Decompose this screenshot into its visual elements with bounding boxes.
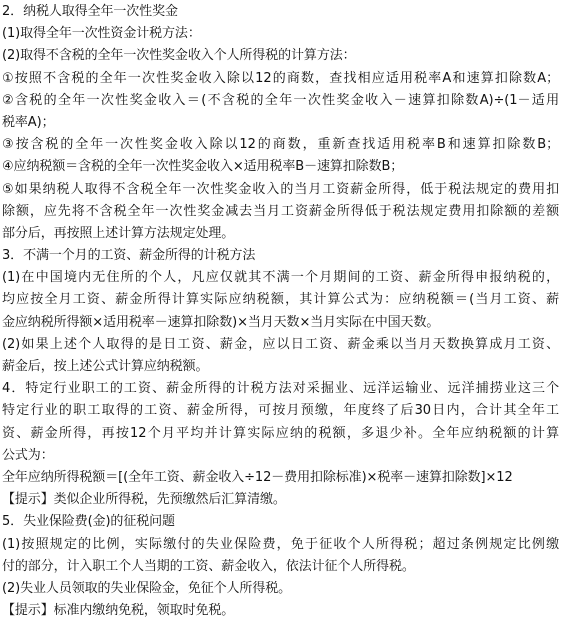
text-line: (2)如果上述个人取得的是日工资、薪金，应以日工资、薪金乘以当月天数换算成月工资、 bbox=[2, 336, 559, 352]
text-line: 薪金后，按上述公式计算应纳税额。 bbox=[2, 359, 209, 374]
text-line: (1)在中国境内无住所的个人，凡应仅就其不满一个月期间的工资、薪金所得申报纳税的， bbox=[2, 270, 559, 286]
section-2-heading: 2．纳税人取得全年一次性奖金 bbox=[2, 4, 178, 19]
text-line: (1)取得全年一次性资金计税方法： bbox=[2, 26, 201, 42]
text-line: ②含税的全年一次性奖金收入＝(不含税的全年一次性奖金收入－速算扣除数A)÷(1－适用 bbox=[2, 92, 559, 108]
text-line: ③按含税的全年一次性奖金收入除以12的商数，重新查找适用税率B和速算扣除数B； bbox=[2, 137, 559, 153]
text-line: 特定行业的职工取得的工资、薪金所得，可按月预缴，年度终了后30日内，合计其全年工 bbox=[2, 403, 559, 419]
tip-line: 【提示】类似企业所得税，先预缴然后汇算清缴。 bbox=[2, 492, 286, 508]
tip-line: 【提示】标准内缴纳免税，领取时免税。 bbox=[2, 603, 235, 619]
text-line: ⑤如果纳税人取得不含税全年一次性奖金收入的当月工资薪金所得，低于税法规定的费用扣 bbox=[2, 181, 559, 197]
text-line: ①按照不含税的全年一次性奖金收入除以12的商数，查找相应适用税率A和速算扣除数A； bbox=[2, 70, 559, 86]
text-line: 除额，应先将不含税全年一次性奖金减去当月工资薪金所得低于税法规定费用扣除额的差额 bbox=[2, 203, 559, 219]
text-line: (1)按照规定的比例，实际缴付的失业保险费，免于征收个人所得税；超过条例规定比例缴 bbox=[2, 536, 559, 552]
section-5-heading: 5．失业保险费(金)的征税问题 bbox=[2, 514, 175, 530]
text-line: 部分后，再按照上述计算方法规定处理。 bbox=[2, 225, 235, 241]
text-line: 付的部分，计入职工个人当期的工资、薪金收入，依法计征个人所得税。 bbox=[2, 558, 415, 574]
text-line: (2)失业人员领取的失业保险金，免征个人所得税。 bbox=[2, 580, 292, 596]
section-4-heading: 4．特定行业职工的工资、薪金所得的计税方法对采掘业、远洋运输业、远洋捕捞业这三个 bbox=[2, 381, 559, 397]
section-3-heading: 3．不满一个月的工资、薪金所得的计税方法 bbox=[2, 248, 256, 264]
formula-line: 全年应纳所得税额＝[(全年工资、薪金收入÷12－费用扣除标准)×税率－速算扣除数]×12 bbox=[2, 469, 513, 485]
text-line: 公式为： bbox=[2, 447, 54, 463]
text-line: 资、薪金所得，再按12个月平均并计算实际应纳的税额，多退少补。全年应纳税额的计算 bbox=[2, 425, 559, 441]
text-line: ④应纳税额＝含税的全年一次性奖金收入×适用税率B－速算扣除数B； bbox=[2, 159, 404, 175]
text-line: 税率A)； bbox=[2, 114, 55, 130]
text-line: 均应按全月工资、薪金所得计算实际应纳税额，其计算公式为：应纳税额＝(当月工资、薪 bbox=[2, 292, 559, 308]
text-line: 金应纳税所得额×适用税率－速算扣除数)×当月天数×当月实际在中国天数。 bbox=[2, 314, 440, 330]
text-line: (2)取得不含税的全年一次性奖金收入个人所得税的计算方法： bbox=[2, 48, 356, 64]
